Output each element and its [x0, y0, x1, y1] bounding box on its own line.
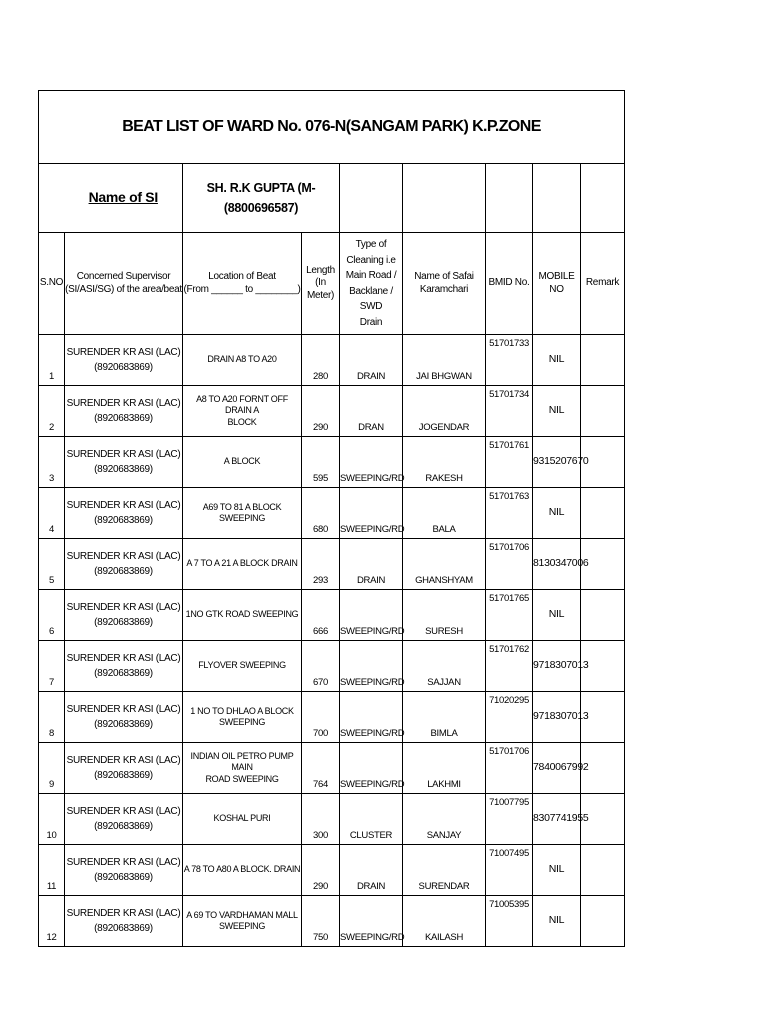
cell-bmid [486, 437, 533, 488]
cell-type [340, 488, 403, 539]
safai-name: LAKHMI [427, 779, 461, 791]
supervisor-phone: (8920683869) [94, 821, 153, 832]
supervisor-phone: (8920683869) [94, 617, 153, 628]
cell-bmid [486, 539, 533, 590]
beat-list-sheet [38, 90, 624, 947]
cell-type [340, 437, 403, 488]
supervisor-name: SURENDER KR ASI (LAC) [66, 908, 181, 919]
type-value: SWEEPING/RD [340, 473, 405, 485]
location-line1: A 69 TO VARDHAMAN MALL [186, 909, 298, 920]
cell-length [302, 896, 340, 947]
si-label: Name of SI [65, 164, 183, 233]
length-value: 290 [313, 881, 328, 893]
mobile-value: 9718307013 [533, 710, 589, 723]
table-row [39, 335, 625, 386]
table-row [39, 743, 625, 794]
sno-value: 1 [49, 371, 54, 383]
cell-safai [403, 794, 486, 845]
cell-safai [403, 743, 486, 794]
header-safai-line2: Karamchari [419, 283, 469, 295]
supervisor-name: SURENDER KR ASI (LAC) [66, 653, 181, 664]
supervisor-phone: (8920683869) [94, 668, 153, 679]
cell-location [183, 437, 302, 488]
cell-length [302, 335, 340, 386]
cell-safai [403, 386, 486, 437]
header-length-line1: Length [306, 264, 335, 276]
cell-mobile [533, 437, 589, 488]
cell-location [183, 692, 302, 743]
cell-length [302, 845, 340, 896]
cell-supervisor [65, 590, 183, 641]
sno-value: 6 [49, 626, 54, 638]
cell-remark [581, 488, 625, 539]
location-line1: INDIAN OIL PETRO PUMP MAIN [190, 751, 294, 773]
header-supervisor-line1: Concerned Supervisor [76, 271, 171, 282]
safai-name: BALA [432, 524, 456, 536]
location-line1: A BLOCK [223, 456, 261, 467]
si-empty-cell [581, 164, 625, 233]
supervisor-name: SURENDER KR ASI (LAC) [66, 857, 181, 868]
cell-sno [39, 743, 65, 794]
cell-supervisor [65, 692, 183, 743]
safai-name: JAI BHGWAN [416, 371, 472, 383]
header-remark: Remark [581, 233, 625, 335]
table-row [39, 845, 625, 896]
header-mobile: MOBILE NO [533, 233, 581, 335]
cell-sno [39, 794, 65, 845]
header-type-line: Type of [355, 239, 387, 250]
header-type-line: Cleaning i.e [346, 254, 396, 266]
supervisor-phone: (8920683869) [94, 464, 153, 475]
cell-bmid [486, 335, 533, 386]
cell-length [302, 488, 340, 539]
header-length-line2: (In Meter) [306, 277, 335, 301]
type-value: SWEEPING/RD [340, 677, 405, 689]
si-name [183, 164, 340, 233]
type-value: SWEEPING/RD [340, 626, 405, 638]
location-line1: A69 TO 81 A BLOCK SWEEPING [202, 501, 282, 523]
cell-sno [39, 335, 65, 386]
si-empty-cell [340, 164, 403, 233]
safai-name: SANJAY [426, 830, 462, 842]
length-value: 280 [313, 371, 328, 383]
cell-safai [403, 641, 486, 692]
bmid-value: 51701765 [489, 593, 529, 604]
length-value: 764 [313, 779, 328, 791]
sno-value: 9 [49, 779, 54, 791]
cell-bmid [486, 794, 533, 845]
cell-mobile [533, 488, 581, 539]
cell-remark [581, 386, 625, 437]
cell-bmid [486, 386, 533, 437]
si-spacer [39, 164, 65, 233]
si-empty-cell [486, 164, 533, 233]
cell-remark [581, 845, 625, 896]
mobile-value: 8130347006 [533, 557, 589, 570]
sno-value: 12 [46, 932, 57, 944]
safai-name: JOGENDAR [418, 422, 470, 434]
beat-list-table [38, 90, 625, 947]
sno-value: 5 [49, 575, 54, 587]
cell-mobile [533, 896, 581, 947]
cell-type [340, 386, 403, 437]
supervisor-phone: (8920683869) [94, 923, 153, 934]
table-row [39, 488, 625, 539]
cell-sno [39, 590, 65, 641]
cell-safai [403, 896, 486, 947]
safai-name: GHANSHYAM [415, 575, 473, 587]
mobile-value: 9718307013 [533, 659, 589, 672]
supervisor-name: SURENDER KR ASI (LAC) [66, 500, 181, 511]
cell-sno [39, 896, 65, 947]
bmid-value: 71005395 [489, 899, 529, 910]
cell-mobile [533, 539, 589, 590]
si-name-line2: (8800696587) [223, 201, 299, 215]
location-line1: 1 NO TO DHLAO A BLOCK SWEEPING [190, 705, 294, 727]
cell-type [340, 590, 403, 641]
cell-location [183, 743, 302, 794]
cell-length [302, 590, 340, 641]
mobile-value: NIL [548, 404, 565, 417]
cell-type [340, 335, 403, 386]
cell-supervisor [65, 845, 183, 896]
cell-type [340, 794, 403, 845]
cell-safai [403, 590, 486, 641]
cell-mobile [533, 590, 581, 641]
cell-supervisor [65, 437, 183, 488]
table-row [39, 386, 625, 437]
si-empty-cell [533, 164, 581, 233]
cell-length [302, 641, 340, 692]
cell-length [302, 386, 340, 437]
cell-remark [581, 335, 625, 386]
bmid-value: 51701733 [489, 338, 529, 349]
safai-name: RAKESH [425, 473, 463, 485]
cell-location [183, 794, 302, 845]
mobile-value: NIL [548, 914, 565, 927]
cell-supervisor [65, 743, 183, 794]
cell-location [183, 386, 302, 437]
cell-mobile [533, 386, 581, 437]
cell-supervisor [65, 386, 183, 437]
cell-sno [39, 386, 65, 437]
bmid-value: 51701762 [489, 644, 529, 655]
supervisor-name: SURENDER KR ASI (LAC) [66, 755, 181, 766]
supervisor-phone: (8920683869) [94, 872, 153, 883]
sno-value: 10 [46, 830, 57, 842]
cell-bmid [486, 845, 533, 896]
si-name-line1: SH. R.K GUPTA (M- [206, 181, 316, 195]
safai-name: SAJJAN [427, 677, 461, 689]
cell-supervisor [65, 794, 183, 845]
cell-sno [39, 539, 65, 590]
type-value: DRAN [358, 422, 384, 434]
length-value: 700 [313, 728, 328, 740]
length-value: 750 [313, 932, 328, 944]
header-type-line: Drain [359, 316, 383, 328]
cell-remark [581, 896, 625, 947]
location-line1: 1NO GTK ROAD SWEEPING [185, 609, 299, 620]
location-line2: ROAD SWEEPING [205, 773, 279, 784]
cell-type [340, 845, 403, 896]
table-row [39, 641, 625, 692]
cell-bmid [486, 743, 533, 794]
supervisor-name: SURENDER KR ASI (LAC) [66, 551, 181, 562]
length-value: 290 [313, 422, 328, 434]
header-safai-line1: Name of Safai [414, 271, 474, 282]
type-value: SWEEPING/RD [340, 524, 405, 536]
table-row [39, 794, 625, 845]
cell-type [340, 539, 403, 590]
bmid-value: 51701706 [489, 746, 529, 757]
bmid-value: 51701706 [489, 542, 529, 553]
cell-safai [403, 845, 486, 896]
cell-length [302, 743, 340, 794]
cell-sno [39, 437, 65, 488]
bmid-value: 71007795 [489, 797, 529, 808]
mobile-value: 8307741955 [533, 812, 589, 825]
supervisor-phone: (8920683869) [94, 719, 153, 730]
mobile-value: NIL [548, 506, 565, 519]
cell-location [183, 488, 302, 539]
cell-safai [403, 488, 486, 539]
bmid-value: 71020295 [489, 695, 529, 706]
sno-value: 7 [49, 677, 54, 689]
bmid-value: 51701763 [489, 491, 529, 502]
location-line2: SWEEPING [218, 921, 266, 931]
sno-value: 2 [49, 422, 54, 434]
cell-bmid [486, 896, 533, 947]
safai-name: SURESH [425, 626, 463, 638]
cell-bmid [486, 590, 533, 641]
cell-supervisor [65, 896, 183, 947]
header-row [39, 233, 625, 335]
header-bmid: BMID No. [486, 233, 533, 335]
sno-value: 8 [49, 728, 54, 740]
header-supervisor [65, 233, 183, 335]
supervisor-phone: (8920683869) [94, 770, 153, 781]
cell-mobile [533, 641, 589, 692]
length-value: 293 [313, 575, 328, 587]
header-type-line: Main Road / [345, 270, 397, 281]
cell-supervisor [65, 488, 183, 539]
supervisor-name: SURENDER KR ASI (LAC) [66, 602, 181, 613]
type-value: CLUSTER [349, 830, 393, 842]
cell-sno [39, 845, 65, 896]
cell-length [302, 794, 340, 845]
header-type-line: Backlane / SWD [349, 285, 393, 312]
type-value: SWEEPING/RD [340, 932, 405, 944]
length-value: 300 [313, 830, 328, 842]
location-line1: A 78 TO A80 A BLOCK. DRAIN [183, 864, 301, 875]
cell-mobile [533, 335, 581, 386]
si-row [39, 164, 625, 233]
cell-mobile [533, 845, 581, 896]
sno-value: 4 [49, 524, 54, 536]
supervisor-name: SURENDER KR ASI (LAC) [66, 449, 181, 460]
type-value: DRAIN [356, 881, 386, 893]
header-length [302, 233, 340, 335]
bmid-value: 51701734 [489, 389, 529, 400]
cell-length [302, 692, 340, 743]
location-line2: BLOCK [227, 416, 257, 427]
length-value: 666 [313, 626, 328, 638]
mobile-value: NIL [548, 353, 565, 366]
cell-bmid [486, 488, 533, 539]
page-title: BEAT LIST OF WARD No. 076-N(SANGAM PARK) K.P.ZONE [39, 91, 625, 164]
table-row [39, 896, 625, 947]
cell-sno [39, 488, 65, 539]
length-value: 595 [313, 473, 328, 485]
cell-supervisor [65, 641, 183, 692]
cell-location [183, 896, 302, 947]
table-row [39, 539, 625, 590]
supervisor-name: SURENDER KR ASI (LAC) [66, 806, 181, 817]
cell-location [183, 641, 302, 692]
header-type [340, 233, 403, 335]
cell-sno [39, 641, 65, 692]
cell-mobile [533, 743, 589, 794]
safai-name: SURENDAR [418, 881, 470, 893]
cell-location [183, 335, 302, 386]
mobile-value: 9315207670 [533, 455, 589, 468]
supervisor-phone: (8920683869) [94, 362, 153, 373]
cell-safai [403, 437, 486, 488]
cell-sno [39, 692, 65, 743]
cell-type [340, 692, 403, 743]
cell-location [183, 845, 302, 896]
cell-bmid [486, 692, 533, 743]
supervisor-phone: (8920683869) [94, 566, 153, 577]
safai-name: KAILASH [424, 932, 464, 944]
mobile-value: NIL [548, 608, 565, 621]
location-line1: FLYOVER SWEEPING [198, 660, 286, 671]
supervisor-phone: (8920683869) [94, 515, 153, 526]
supervisor-phone: (8920683869) [94, 413, 153, 424]
cell-type [340, 641, 403, 692]
type-value: DRAIN [356, 371, 386, 383]
si-empty-cell [403, 164, 486, 233]
location-line1: KOSHAL PURI [213, 813, 271, 824]
header-location-line2: (From ______ to ________) [183, 283, 301, 295]
supervisor-name: SURENDER KR ASI (LAC) [66, 347, 181, 358]
cell-safai [403, 539, 486, 590]
table-row [39, 437, 625, 488]
safai-name: BIMLA [430, 728, 458, 740]
length-value: 670 [313, 677, 328, 689]
cell-location [183, 590, 302, 641]
cell-location [183, 539, 302, 590]
mobile-value: NIL [548, 863, 565, 876]
bmid-value: 51701761 [489, 440, 529, 451]
cell-safai [403, 335, 486, 386]
length-value: 680 [313, 524, 328, 536]
cell-mobile [533, 794, 589, 845]
supervisor-name: SURENDER KR ASI (LAC) [66, 398, 181, 409]
sno-value: 11 [46, 881, 57, 893]
cell-length [302, 437, 340, 488]
bmid-value: 71007495 [489, 848, 529, 859]
cell-supervisor [65, 335, 183, 386]
table-row [39, 590, 625, 641]
header-sno: S.NO [39, 233, 65, 335]
type-value: DRAIN [356, 575, 386, 587]
cell-supervisor [65, 539, 183, 590]
cell-bmid [486, 641, 533, 692]
type-value: SWEEPING/RD [340, 728, 405, 740]
header-location-line1: Location of Beat [208, 271, 276, 282]
cell-mobile [533, 692, 589, 743]
mobile-value: 7840067992 [533, 761, 589, 774]
cell-length [302, 539, 340, 590]
location-line1: A 7 TO A 21 A BLOCK DRAIN [186, 558, 298, 569]
header-location [183, 233, 302, 335]
sno-value: 3 [49, 473, 54, 485]
type-value: SWEEPING/RD [340, 779, 405, 791]
location-line1: A8 TO A20 FORNT OFF DRAIN A [196, 394, 288, 416]
supervisor-name: SURENDER KR ASI (LAC) [66, 704, 181, 715]
table-row [39, 692, 625, 743]
cell-type [340, 743, 403, 794]
cell-type [340, 896, 403, 947]
header-supervisor-line2: (SI/ASI/SG) of the area/beat [65, 283, 182, 295]
location-line1: DRAIN A8 TO A20 [207, 354, 277, 365]
cell-safai [403, 692, 486, 743]
header-safai [403, 233, 486, 335]
cell-remark [581, 590, 625, 641]
